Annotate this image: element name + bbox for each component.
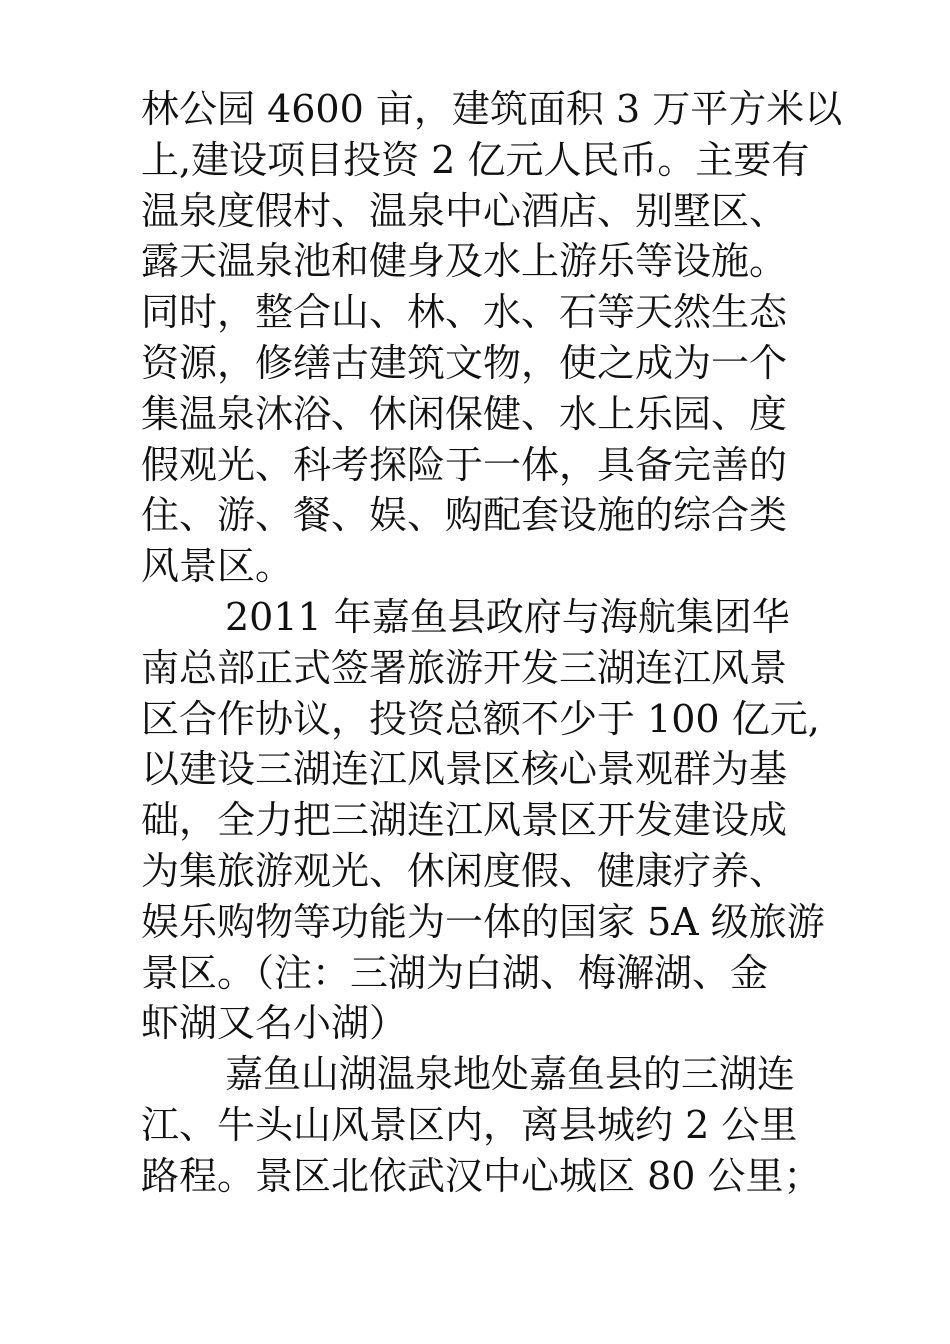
text-line: 南总部正式签署旅游开发三湖连江风景 <box>141 645 788 690</box>
paragraph-start-line: 嘉鱼山湖温泉地处嘉鱼县的三湖连 <box>225 1052 796 1097</box>
text-line: 为集旅游观光、休闲度假、健康疗养、 <box>141 848 788 893</box>
text-line: 假观光、科考探险于一体，具备完善的 <box>141 442 788 487</box>
text-line: 风景区。 <box>141 544 294 589</box>
text-line: 林公园 4600 亩，建筑面积 3 万平方米以 <box>141 87 843 131</box>
text-line: 础，全力把三湖连江风景区开发建设成 <box>141 798 788 843</box>
text-line: 虾湖又名小湖） <box>141 1001 408 1046</box>
text-line: 江、牛头山风景区内，离县城约 2 公里 <box>141 1102 798 1147</box>
text-line: 娱乐购物等功能为一体的国家 5A 级旅游 <box>141 899 825 944</box>
text-line: 景区。（注：三湖为白湖、梅澥湖、金 <box>141 950 769 995</box>
text-line: 区合作协议，投资总额不少于 100 亿元, <box>141 696 820 741</box>
text-line: 资源，修缮古建筑文物，使之成为一个 <box>141 340 788 385</box>
text-line: 住、游、餐、娱、购配套设施的综合类 <box>141 493 788 538</box>
body-text <box>141 84 843 1202</box>
text-line: 路程。景区北依武汉中心城区 80 公里； <box>141 1153 822 1198</box>
text-line: 上,建设项目投资 2 亿元人民币。主要有 <box>141 137 810 182</box>
text-line: 露天温泉池和健身及水上游乐等设施。 <box>141 239 788 284</box>
text-line: 同时，整合山、林、水、石等天然生态 <box>141 290 788 335</box>
text-line: 温泉度假村、温泉中心酒店、别墅区、 <box>141 188 788 233</box>
paragraph-start-line: 2011 年嘉鱼县政府与海航集团华 <box>225 594 790 639</box>
text-line: 集温泉沐浴、休闲保健、水上乐园、度 <box>141 391 788 436</box>
text-line: 以建设三湖连江风景区核心景观群为基 <box>141 747 788 792</box>
